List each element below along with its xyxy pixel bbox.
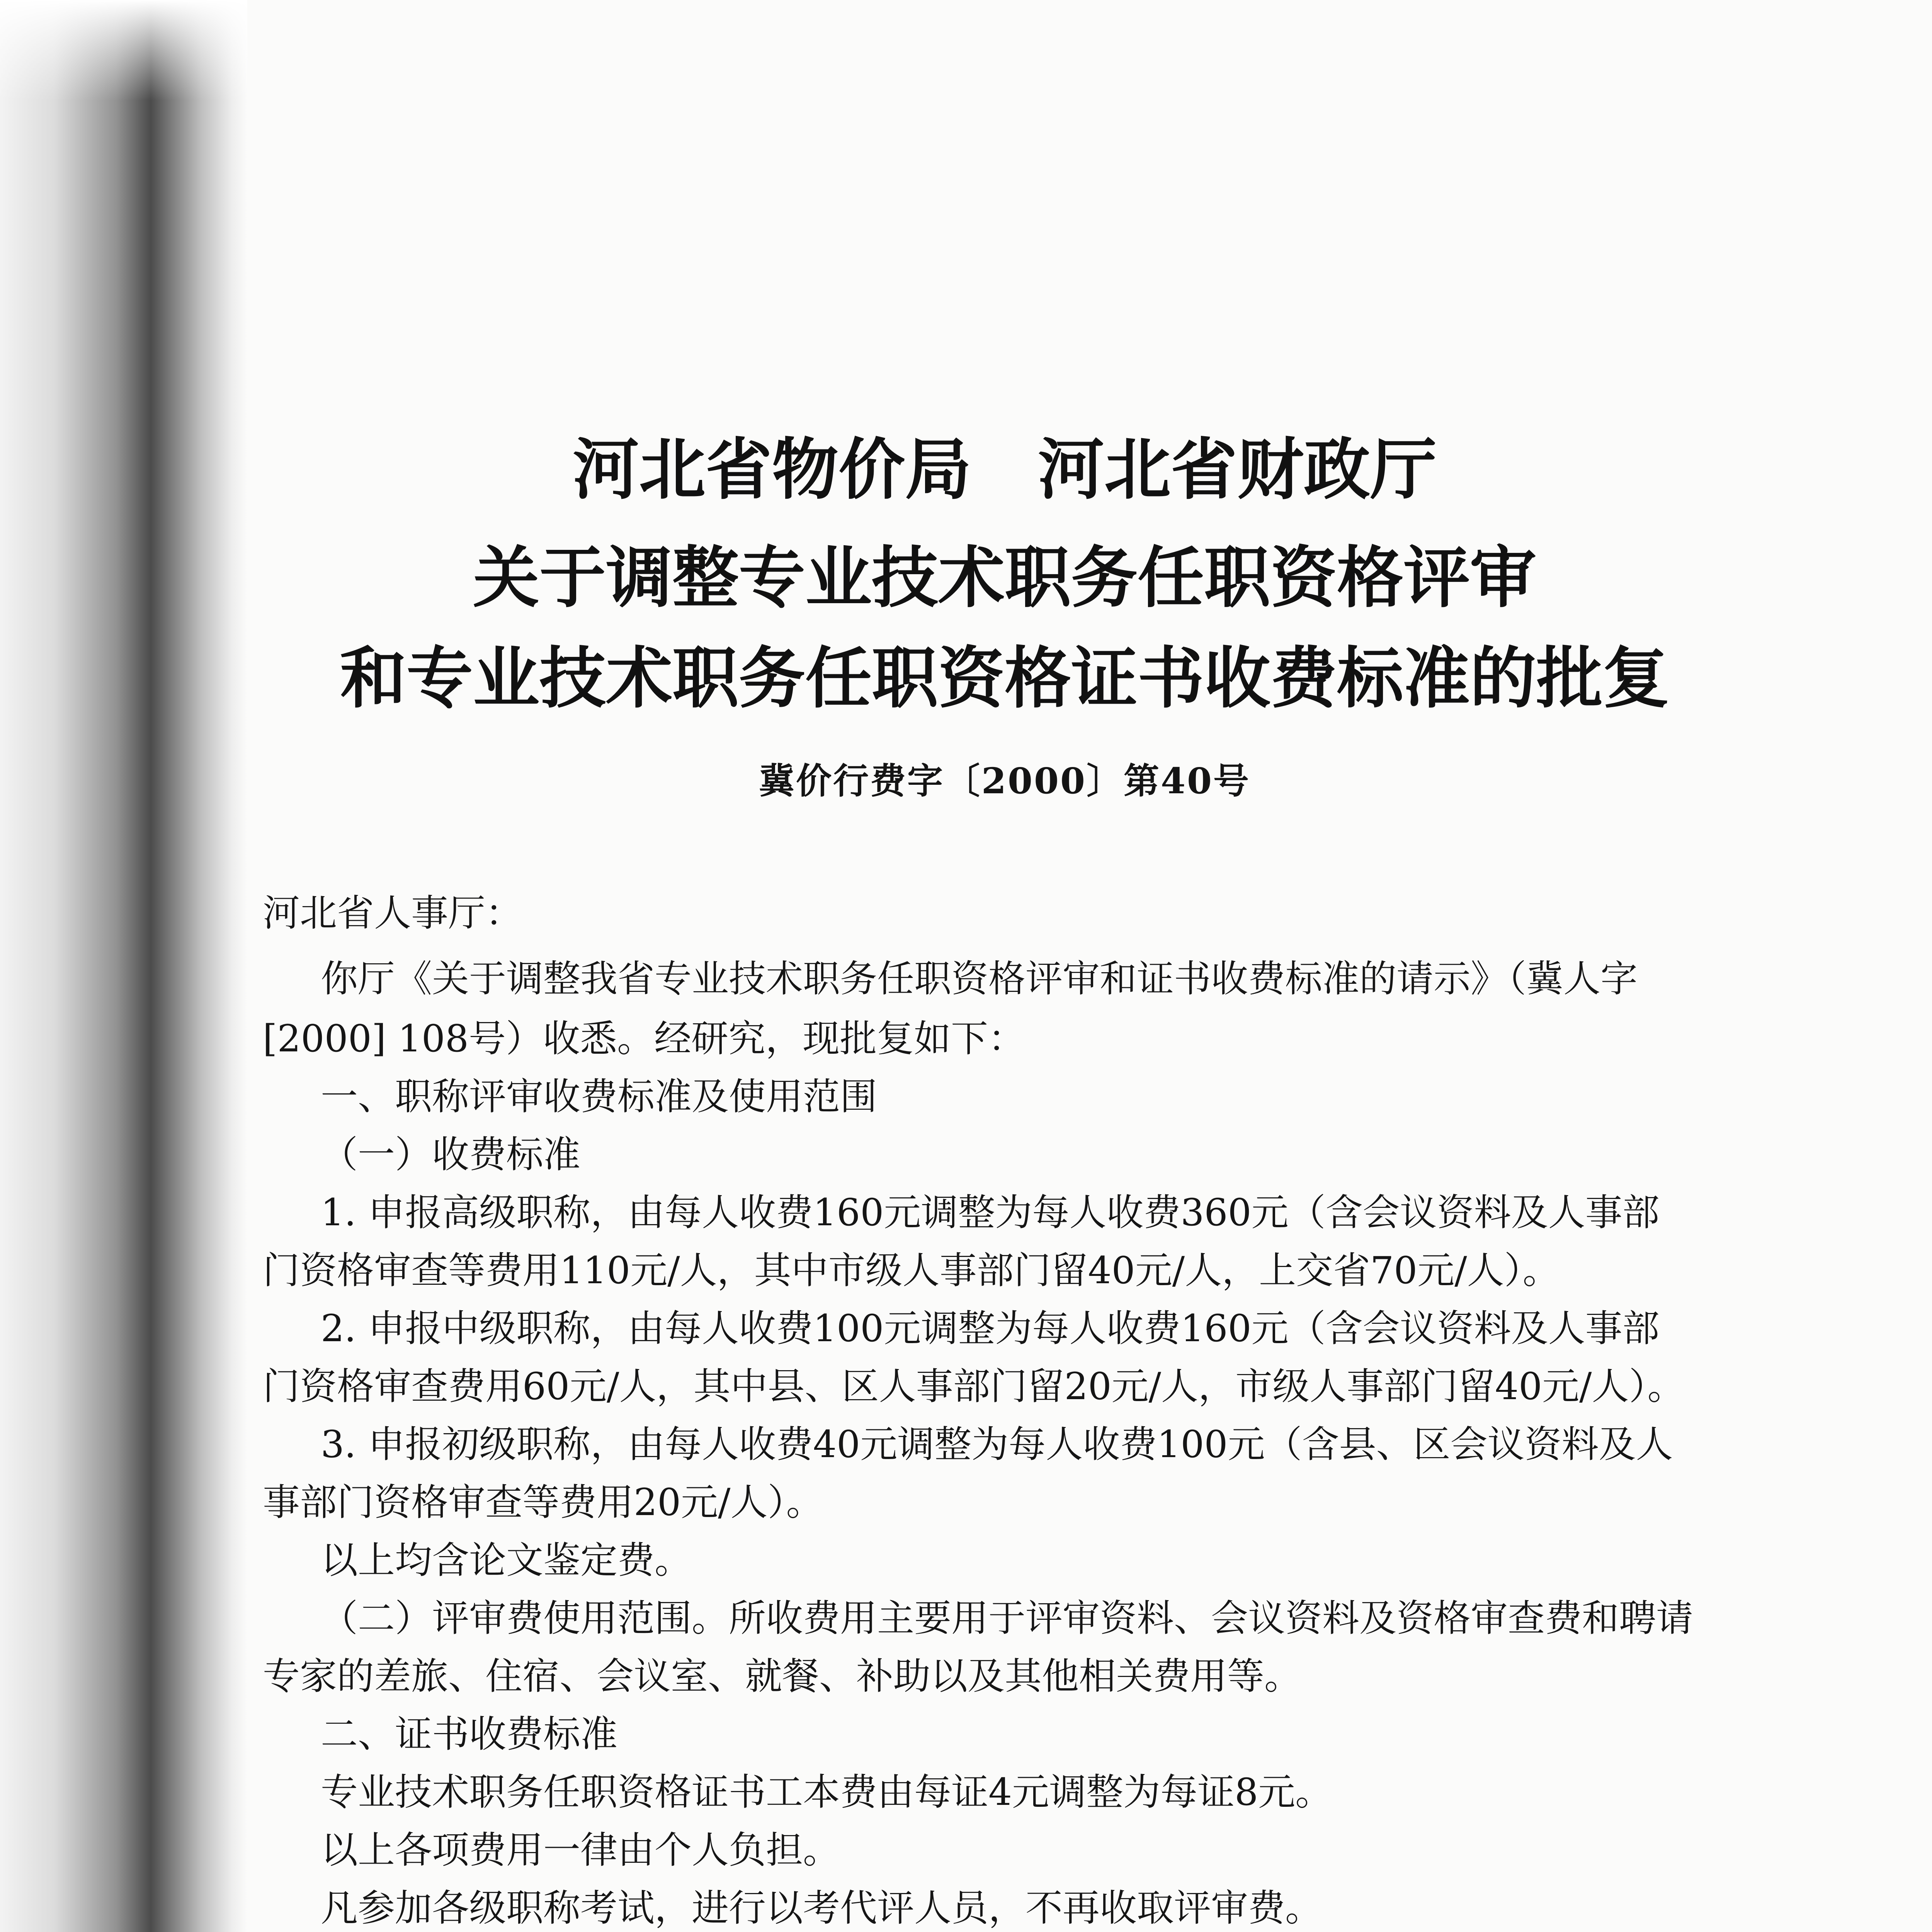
body-line: （二）评审费使用范围。所收费用主要用于评审资料、会议资料及资格审查费和聘请: [321, 1597, 1693, 1640]
document-title-line-3: 和专业技术职务任职资格证书收费标准的批复: [340, 639, 1669, 717]
body-line: 凡参加各级职称考试，进行以考代评人员，不再收取评审费。: [321, 1886, 1322, 1930]
subsection-heading: （一）收费标准: [321, 1133, 580, 1176]
body-line: 门资格审查费用60元/人，其中县、区人事部门留20元/人，市级人事部门留40元/人）。: [263, 1365, 1685, 1408]
body-line: 以上各项费用一律由个人负担。: [321, 1828, 840, 1872]
scan-shadow-strip: [0, 0, 247, 1932]
body-line: 专家的差旅、住宿、会议室、就餐、补助以及其他相关费用等。: [263, 1655, 1301, 1698]
body-line: 以上均含论文鉴定费。: [321, 1539, 692, 1582]
body-line: 专业技术职务任职资格证书工本费由每证4元调整为每证8元。: [321, 1770, 1333, 1814]
body-line: 1. 申报高级职称，由每人收费160元调整为每人收费360元（含会议资料及人事部: [321, 1191, 1660, 1234]
section-heading: 一、职称评审收费标准及使用范围: [321, 1075, 877, 1118]
body-line: [2000] 108号）收悉。经研究，现批复如下：: [263, 1017, 1025, 1060]
section-heading: 二、证书收费标准: [321, 1713, 617, 1756]
document-number: 冀价行费字〔2000〕第40号: [759, 760, 1251, 802]
addressee: 河北省人事厅：: [263, 891, 522, 935]
body-line: 你厅《关于调整我省专业技术职务任职资格评审和证书收费标准的请示》（冀人字: [321, 957, 1638, 1000]
document-title-line-2: 关于调整专业技术职务任职资格评审: [473, 539, 1536, 617]
body-line: 2. 申报中级职称，由每人收费100元调整为每人收费160元（含会议资料及人事部: [321, 1307, 1660, 1350]
body-line: 事部门资格审查等费用20元/人）。: [263, 1481, 823, 1524]
body-line: 3. 申报初级职称，由每人收费40元调整为每人收费100元（含县、区会议资料及人: [321, 1423, 1673, 1466]
document-title-line-1: 河北省物价局 河北省财政厅: [573, 431, 1437, 509]
body-line: 门资格审查等费用110元/人，其中市级人事部门留40元/人，上交省70元/人）。: [263, 1249, 1560, 1292]
scan-shadow-fade: [0, 0, 247, 100]
